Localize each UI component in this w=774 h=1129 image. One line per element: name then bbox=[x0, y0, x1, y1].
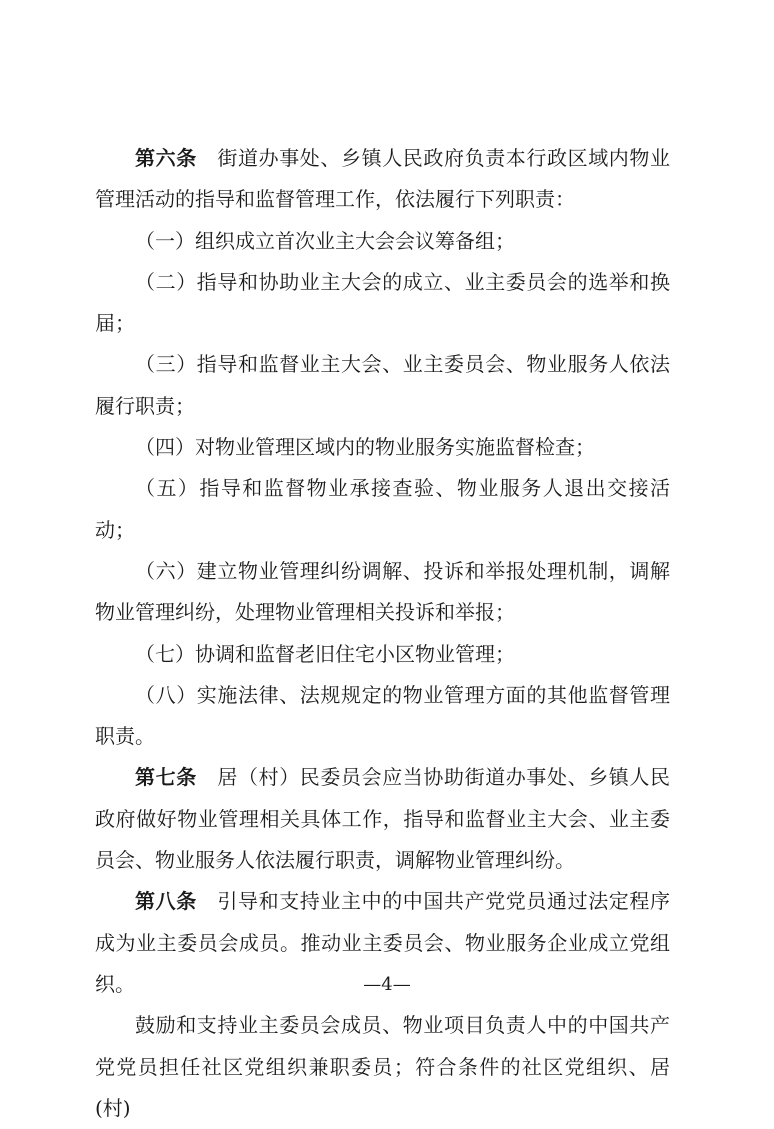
paragraph-text: （六）建立物业管理纠纷调解、投诉和举报处理机制，调解物业管理纠纷，处理物业管理相关投诉和举报； bbox=[95, 558, 670, 625]
paragraph-text: （七）协调和监督老旧住宅小区物业管理； bbox=[135, 641, 515, 666]
article-heading: 第七条 bbox=[135, 765, 197, 790]
paragraph-text: 居（村）民委员会应当协助街道办事处、乡镇人民政府做好物业管理相关具体工作，指导和监督业主大会、业主委员会、物业服务人依法履行职责，调解物业管理纠纷。 bbox=[95, 765, 671, 873]
paragraph bbox=[95, 1005, 670, 1129]
list-item bbox=[95, 262, 670, 345]
paragraph bbox=[95, 757, 670, 881]
paragraph-text: 引导和支持业主中的中国共产党党员通过法定程序成为业主委员会成员。推动业主委员会、物业服务企业成立党组织。 bbox=[95, 889, 671, 996]
paragraph-text: （二）指导和协助业主大会的成立、业主委员会的选举和换届； bbox=[95, 269, 670, 336]
paragraph bbox=[95, 138, 670, 221]
paragraph-text: （五）指导和监督物业承接查验、物业服务人退出交接活动； bbox=[95, 476, 670, 542]
paragraph-text: 街道办事处、乡镇人民政府负责本行政区域内物业管理活动的指导和监督管理工作，依法履行下列职责： bbox=[95, 146, 671, 212]
paragraph-text: 鼓励和支持业主委员会成员、物业项目负责人中的中国共产党党员担任社区党组织兼职委员；符合条件的社区党组织、居(村) bbox=[95, 1013, 670, 1120]
list-item bbox=[95, 221, 670, 262]
list-item bbox=[95, 344, 670, 427]
paragraph-text: （八）实施法律、法规规定的物业管理方面的其他监督管理职责。 bbox=[95, 682, 670, 749]
article-heading: 第八条 bbox=[135, 889, 197, 914]
paragraph-text: （一）组织成立首次业主大会会议筹备组； bbox=[135, 228, 515, 253]
list-item bbox=[95, 427, 670, 468]
list-item bbox=[95, 634, 670, 675]
page-number: —4— bbox=[363, 974, 411, 995]
list-item bbox=[95, 551, 670, 634]
list-item bbox=[95, 468, 670, 551]
article-heading: 第六条 bbox=[135, 146, 197, 170]
paragraph-text: （三）指导和监督业主大会、业主委员会、物业服务人依法履行职责； bbox=[95, 352, 670, 418]
list-item bbox=[95, 675, 670, 758]
paragraph-text: （四）对物业管理区域内的物业服务实施监督检查； bbox=[135, 435, 595, 460]
